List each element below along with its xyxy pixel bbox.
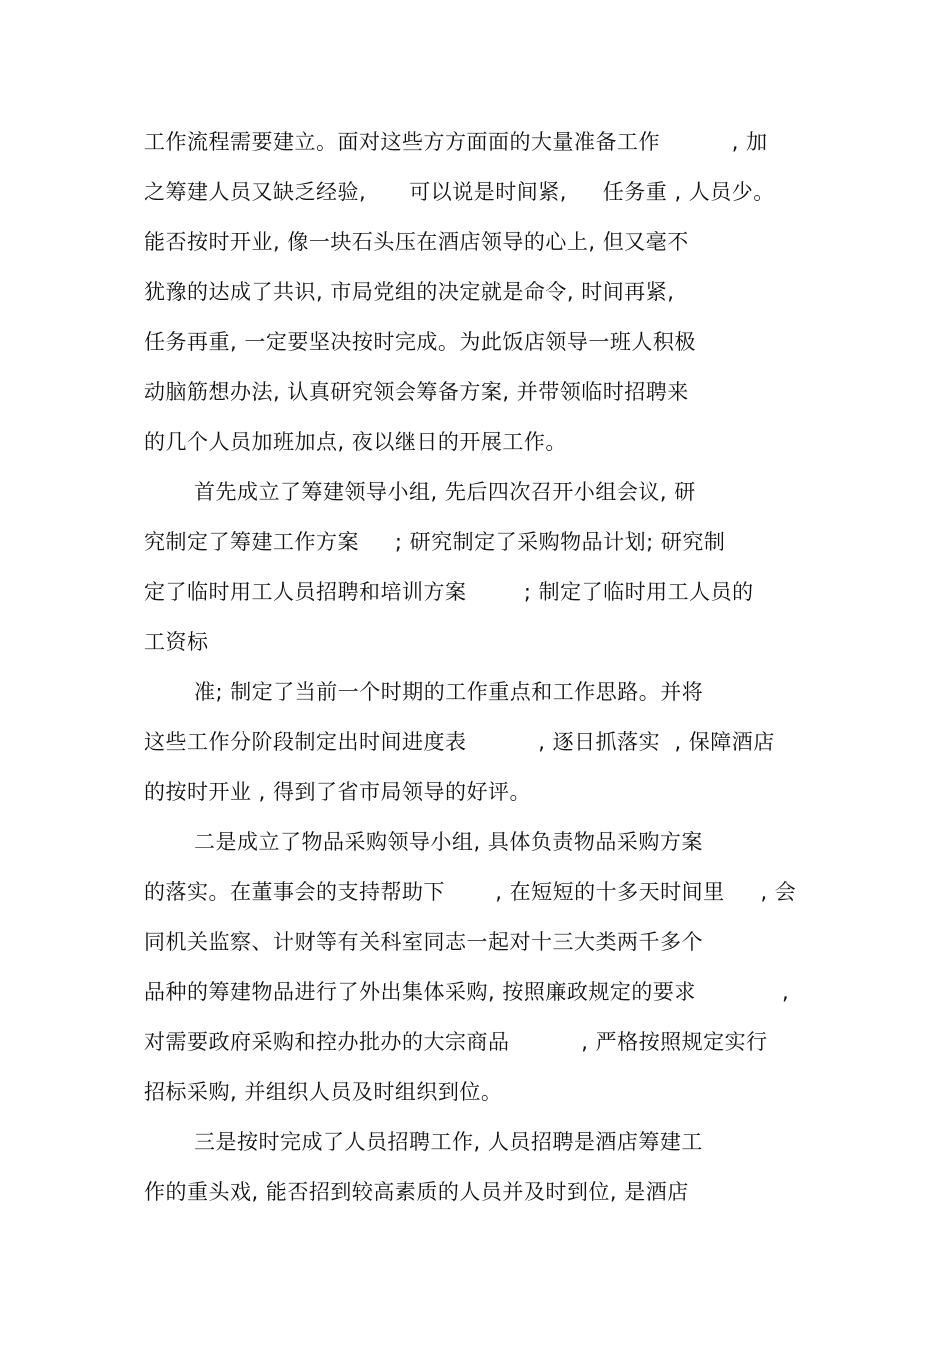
text-line: 的按时开业 , 得到了省市局领导的好评。 — [144, 780, 532, 804]
text-line: 任务再重, 一定要坚决按时完成。为此饭店领导一班人积极 — [144, 330, 696, 354]
paragraph-start-line: 首先成立了筹建领导小组, 先后四次召开小组会议, 研 — [194, 480, 696, 504]
paragraph-start-line: 三是按时完成了人员招聘工作, 人员招聘是酒店筹建工 — [194, 1130, 703, 1154]
text-line: 之筹建人员又缺乏经验, 可以说是时间紧, 任务重 , 人员少。 — [144, 180, 775, 204]
paragraph-start-line: 准; 制定了当前一个时期的工作重点和工作思路。并将 — [194, 680, 704, 704]
text-line: 的落实。在董事会的支持帮助下 , 在短短的十多天时间里 , 会 — [144, 880, 797, 904]
text-line: 作的重头戏, 能否招到较高素质的人员并及时到位, 是酒店 — [144, 1180, 689, 1204]
text-line: 究制定了筹建工作方案 ; 研究制定了采购物品计划; 研究制 — [144, 530, 726, 554]
text-line: 这些工作分阶段制定出时间进度表 , 逐日抓落实 , 保障酒店 — [144, 730, 775, 754]
text-line: 招标采购, 并组织人员及时组织到位。 — [144, 1080, 503, 1104]
text-line: 品种的筹建物品进行了外出集体采购, 按照廉政规定的要求 , — [144, 980, 790, 1004]
text-line: 同机关监察、计财等有关科室同志一起对十三大类两千多个 — [144, 930, 703, 954]
text-line: 定了临时用工人员招聘和培训方案 ; 制定了临时用工人员的 — [144, 580, 754, 604]
paragraph-start-line: 二是成立了物品采购领导小组, 具体负责物品采购方案 — [194, 830, 703, 854]
text-line: 的几个人员加班加点, 夜以继日的开展工作。 — [144, 430, 567, 454]
text-line: 能否按时开业, 像一块石头压在酒店领导的心上, 但又毫不 — [144, 230, 689, 254]
text-line: 对需要政府采购和控办批办的大宗商品 , 严格按照规定实行 — [144, 1030, 768, 1054]
text-line: 工资标 — [144, 630, 209, 654]
text-line: 犹豫的达成了共识, 市局党组的决定就是命令, 时间再紧, — [144, 280, 675, 304]
text-line: 工作流程需要建立。面对这些方方面面的大量准备工作 , 加 — [144, 130, 768, 154]
text-line: 动脑筋想办法, 认真研究领会筹备方案, 并带领临时招聘来 — [144, 380, 689, 404]
